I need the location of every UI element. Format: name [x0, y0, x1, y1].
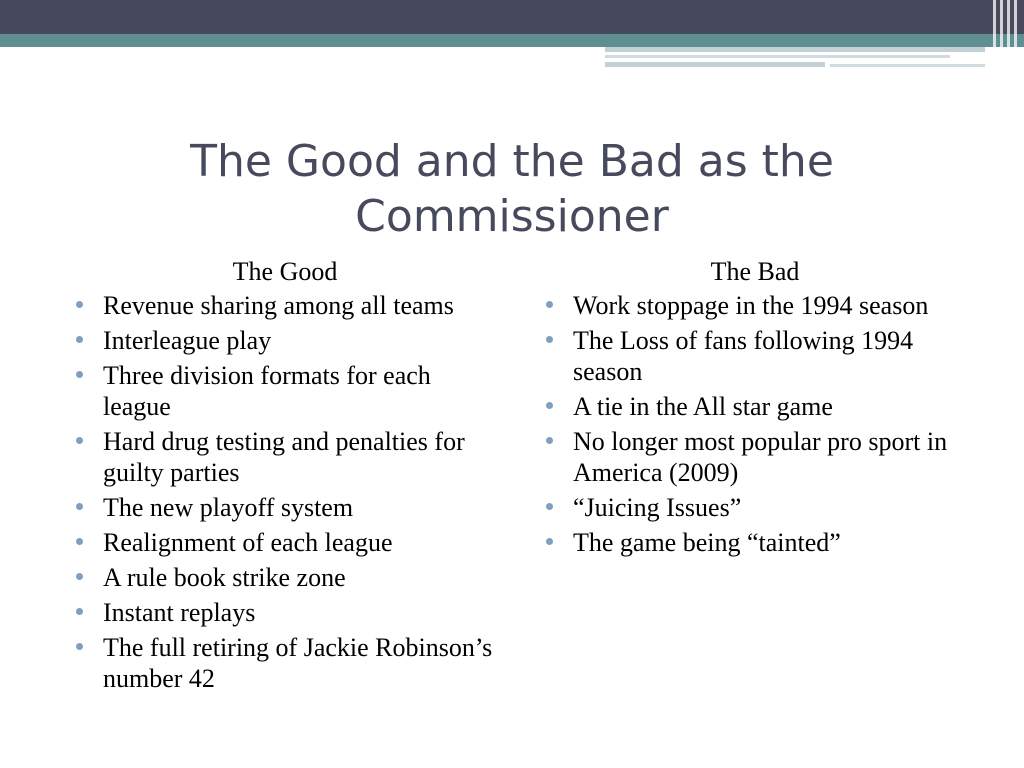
- list-item: [545, 325, 965, 387]
- bullet-icon: [76, 301, 83, 308]
- slide-title: The Good and the Bad as the Commissioner: [190, 136, 834, 242]
- list-item: [545, 527, 965, 558]
- decorative-strip: [605, 62, 825, 67]
- bullet-icon: [76, 643, 83, 650]
- list-item-text: A tie in the All star game: [573, 392, 833, 421]
- bad-heading: The Bad: [710, 257, 800, 286]
- decorative-strip: [605, 55, 950, 58]
- bullet-icon: [76, 608, 83, 615]
- list-item: [545, 492, 965, 523]
- bullet-icon: [76, 437, 83, 444]
- list-item: [545, 290, 965, 321]
- good-heading: The Good: [232, 257, 338, 286]
- list-item-text: Revenue sharing among all teams: [103, 291, 454, 320]
- bullet-icon: [76, 503, 83, 510]
- list-item: [75, 426, 495, 488]
- list-item: [75, 527, 495, 558]
- list-item-text: Realignment of each league: [103, 528, 393, 557]
- list-item-text: “Juicing Issues”: [573, 493, 742, 522]
- list-item: [75, 597, 495, 628]
- bullet-icon: [546, 503, 553, 510]
- bullet-icon: [546, 301, 553, 308]
- bad-column: [545, 256, 965, 562]
- header-dark-band: [0, 0, 1024, 34]
- list-item-text: The full retiring of Jackie Robinson’s number 42: [103, 633, 493, 693]
- list-item: [75, 290, 495, 321]
- list-item-text: The game being “tainted”: [573, 528, 841, 557]
- bullet-icon: [546, 336, 553, 343]
- good-column: [75, 256, 495, 698]
- bullet-icon: [76, 573, 83, 580]
- bullet-icon: [546, 538, 553, 545]
- list-item: [75, 492, 495, 523]
- list-item-text: Hard drug testing and penalties for guilty parties: [103, 427, 465, 487]
- decorative-vertical-bar: [993, 0, 996, 68]
- bullet-icon: [76, 538, 83, 545]
- list-item-text: Instant replays: [103, 598, 256, 627]
- bullet-icon: [546, 437, 553, 444]
- list-item: [75, 632, 495, 694]
- bad-list: [545, 290, 965, 558]
- bullet-icon: [76, 371, 83, 378]
- decorative-strip: [605, 47, 985, 52]
- decorative-vertical-bar: [1014, 0, 1017, 68]
- list-item-text: Three division formats for each league: [103, 361, 431, 421]
- list-item-text: Interleague play: [103, 326, 272, 355]
- list-item: [75, 325, 495, 356]
- decorative-vertical-bar: [1000, 0, 1003, 68]
- header-teal-band: [0, 34, 1024, 47]
- list-item: [545, 391, 965, 422]
- list-item: [545, 426, 965, 488]
- list-item: [75, 562, 495, 593]
- list-item-text: Work stoppage in the 1994 season: [573, 291, 929, 320]
- list-item-text: The Loss of fans following 1994 season: [573, 326, 914, 386]
- decorative-vertical-bar: [1007, 0, 1010, 68]
- list-item-text: No longer most popular pro sport in America (2009): [573, 427, 948, 487]
- bullet-icon: [76, 336, 83, 343]
- list-item: [75, 360, 495, 422]
- list-item-text: A rule book strike zone: [103, 563, 346, 592]
- list-item-text: The new playoff system: [103, 493, 354, 522]
- good-list: [75, 290, 495, 694]
- decorative-strip: [830, 64, 985, 67]
- bullet-icon: [546, 402, 553, 409]
